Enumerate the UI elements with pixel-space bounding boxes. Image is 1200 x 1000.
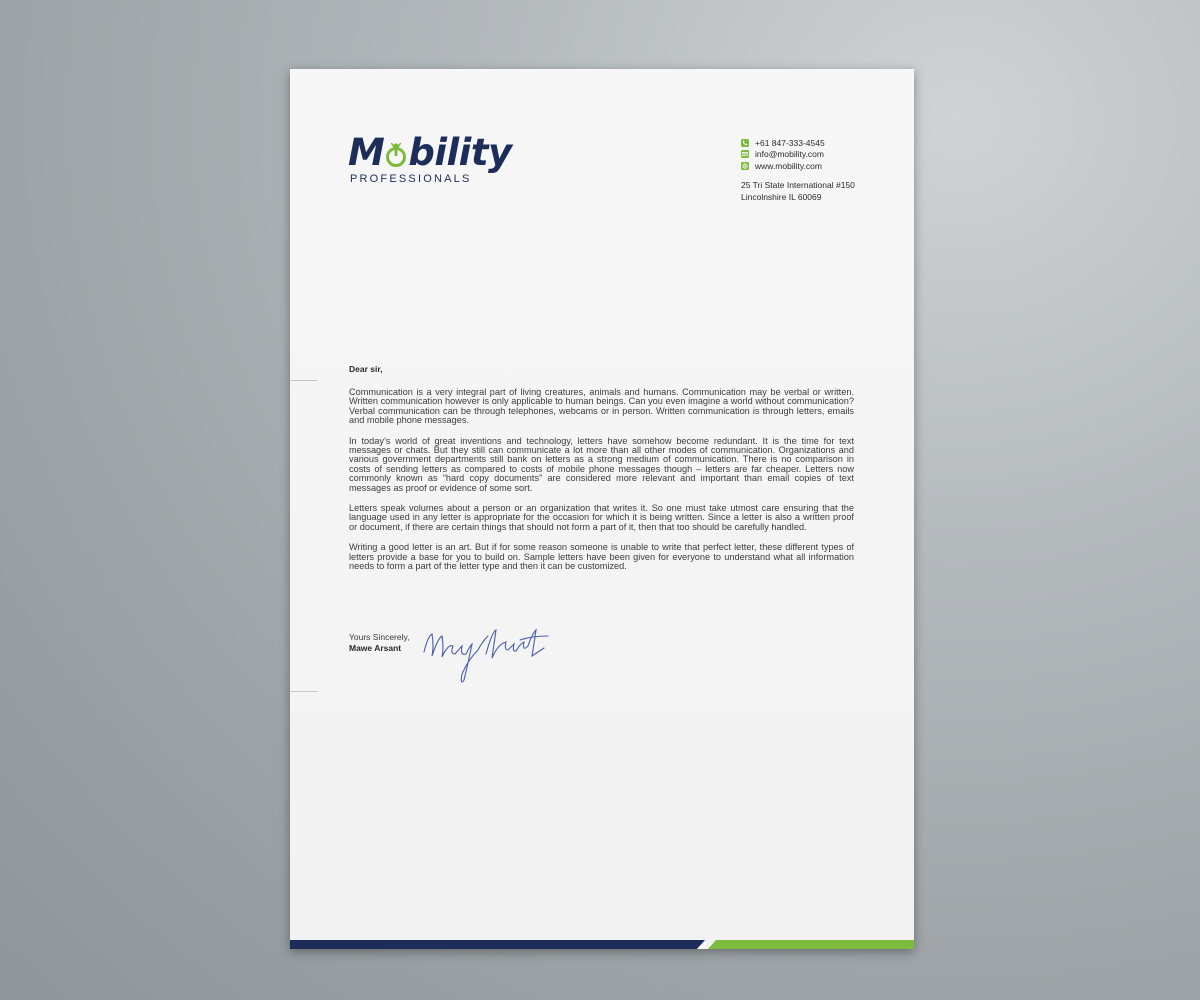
address-line-1: 25 Tri State International #150: [741, 180, 855, 190]
letter-closing: [349, 632, 409, 654]
contact-website[interactable]: www.mobility.com: [755, 160, 822, 171]
logo-letters-bility: bility: [408, 131, 512, 174]
handwritten-signature: [420, 624, 555, 689]
address-line-2: Lincolnshire IL 60069: [741, 192, 822, 202]
phone-icon: [741, 139, 749, 147]
signer-name: Mawe Arsant: [349, 643, 402, 653]
contact-phone-row: [741, 137, 825, 149]
letter-paragraph: Writing a good letter is an art. But if for some reason someone is unable to write that perfect letter, these different types of letters provide a base for you to build on. Sample letters have been given for everyone to understand what all information needs to form a part of the letter type and then it can be customized.: [349, 542, 854, 572]
fold-mark-top: [290, 380, 318, 381]
company-address: [741, 179, 855, 203]
globe-icon: [741, 162, 749, 170]
contact-email[interactable]: info@mobility.com: [755, 149, 824, 160]
contact-phone[interactable]: +61 847-333-4545: [755, 137, 825, 148]
contact-website-row: [741, 160, 825, 172]
letter-paragraph: Letters speak volumes about a person or an organization that writes it. So one must take utmost care ensuring that the language used in any letter is appropriate for the occasion for which it is being written. Since a letter is also a written proof or document, if there are certain things that should not form a part of it, then that too should be carefully handled.: [349, 503, 854, 532]
footer-color-bar: [290, 940, 914, 949]
letter-greeting: Dear sir,: [349, 364, 383, 374]
company-logo: [348, 107, 518, 185]
closing-phrase: Yours Sincerely,: [349, 632, 410, 642]
logo-letter-m: M: [348, 131, 385, 174]
wheelchair-figure-icon: [384, 143, 408, 167]
letterhead-sheet: [290, 69, 914, 949]
email-icon: [741, 150, 749, 158]
contact-email-row: [741, 149, 825, 161]
fold-mark-bottom: [290, 691, 318, 692]
contact-block: [741, 137, 825, 172]
letter-paragraph: Communication is a very integral part of living creatures, animals and humans. Communication may be verbal or written. Written communication however is only applicable to human beings. Can you even imagine a world without communication? Verbal communication can be through telephones, webcams or in person. Written communication is through letters, emails and mobile phone messages.: [349, 387, 854, 426]
letter-body: [349, 364, 854, 583]
logo-tagline: PROFESSIONALS: [350, 173, 472, 185]
letter-paragraph: In today’s world of great inventions and technology, letters have somehow become redundant. It is the time for text messages or chats. But they still can communicate a lot more than all other modes of communication. Organizations and various government departments still bank on letters as a strong medium of communication. There is no comparison in costs of sending letters as compared to costs of mobile phone messages though – letters are far cheaper. Letters now commonly known as “hard copy documents” are considered more relevant and important than email copies of text messages as proof or evidence of some sort.: [349, 435, 854, 493]
logo-wordmark: [348, 131, 512, 174]
